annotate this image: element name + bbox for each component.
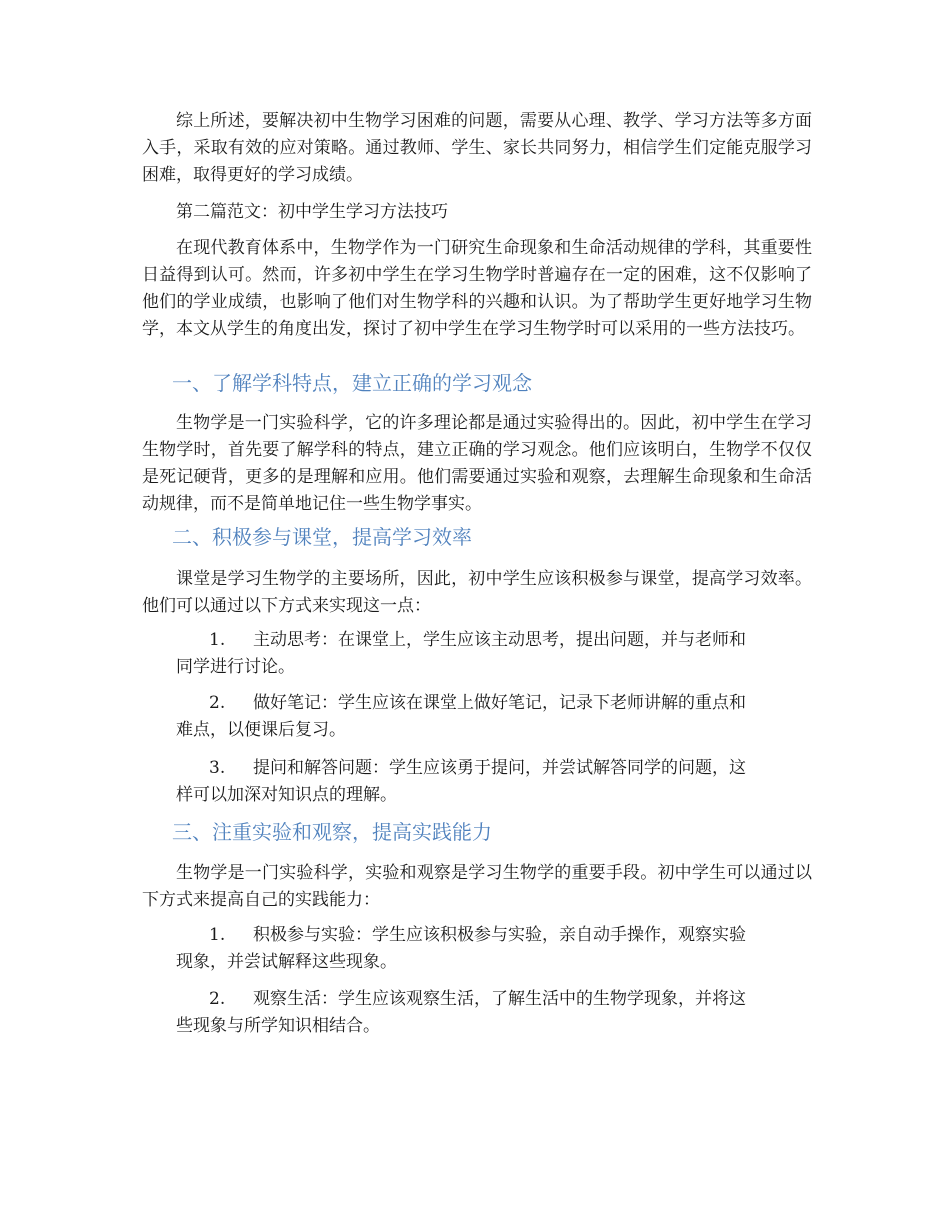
list-item-text: 主动思考：在课堂上，学生应该主动思考，提出问题，并与老师和 (253, 630, 746, 650)
section-1-paragraph: 生物学是一门实验科学，它的许多理论都是通过实验得出的。因此，初中学生在学习生物学时，首先要了解学科的特点，建立正确的学习观念。他们应该明白，生物学不仅仅是死记硬背，更多的是理解和应用。他们需要通过实验和观察，去理解生命现象和生命活动规律，而不是简单地记住一些生物学事实。 (142, 413, 812, 514)
list-item (176, 690, 806, 744)
list-item (176, 755, 806, 809)
section-3-paragraph: 生物学是一门实验科学，实验和观察是学习生物学的重要手段。初中学生可以通过以下方式来提高自己的实践能力： (142, 863, 812, 910)
list-item-text: 做好笔记：学生应该在课堂上做好笔记，记录下老师讲解的重点和 (253, 693, 746, 713)
list-item-text-cont: 现象，并尝试解释这些现象。 (176, 952, 397, 972)
list-item-text: 积极参与实验：学生应该积极参与实验，亲自动手操作，观察实验 (253, 925, 746, 945)
summary-paragraph: 综上所述，要解决初中生物学习困难的问题，需要从心理、教学、学习方法等多方面入手，采取有效的应对策略。通过教师、学生、家长共同努力，相信学生们定能克服学习困难，取得更好的学习成绩。 (142, 111, 812, 185)
list-item-text-cont: 同学进行讨论。 (176, 657, 295, 677)
list-number: 3. (209, 758, 226, 778)
list-item-text-cont: 些现象与所学知识相结合。 (176, 1016, 380, 1036)
section-2-paragraph: 课堂是学习生物学的主要场所，因此，初中学生应该积极参与课堂，提高学习效率。他们可以通过以下方式来实现这一点： (142, 569, 812, 616)
list-item (176, 986, 806, 1040)
essay-title: 第二篇范文：初中学生学习方法技巧 (176, 202, 448, 222)
list-item-text: 观察生活：学生应该观察生活，了解生活中的生物学现象，并将这 (253, 989, 746, 1009)
list-item-text-cont: 难点，以便课后复习。 (176, 720, 346, 740)
list-number: 1. (209, 630, 226, 650)
list-number: 1. (209, 925, 226, 945)
list-item-text: 提问和解答问题：学生应该勇于提问，并尝试解答同学的问题，这 (253, 758, 746, 778)
list-number: 2. (209, 693, 226, 713)
section-heading-1: 一、了解学科特点，建立正确的学习观念 (172, 371, 532, 395)
list-item-text-cont: 样可以加深对知识点的理解。 (176, 785, 397, 805)
section-heading-3: 三、注重实验和观察，提高实践能力 (172, 820, 492, 844)
list-item (176, 627, 806, 681)
list-number: 2. (209, 989, 226, 1009)
list-item (176, 922, 806, 976)
section-heading-2: 二、积极参与课堂，提高学习效率 (172, 525, 472, 549)
intro-paragraph: 在现代教育体系中，生物学作为一门研究生命现象和生命活动规律的学科，其重要性日益得到认可。然而，许多初中学生在学习生物学时普遍存在一定的困难，这不仅影响了他们的学业成绩，也影响了他们对生物学科的兴趣和认识。为了帮助学生更好地学习生物学，本文从学生的角度出发，探讨了初中学生在学习生物学时可以采用的一些方法技巧。 (142, 238, 812, 339)
